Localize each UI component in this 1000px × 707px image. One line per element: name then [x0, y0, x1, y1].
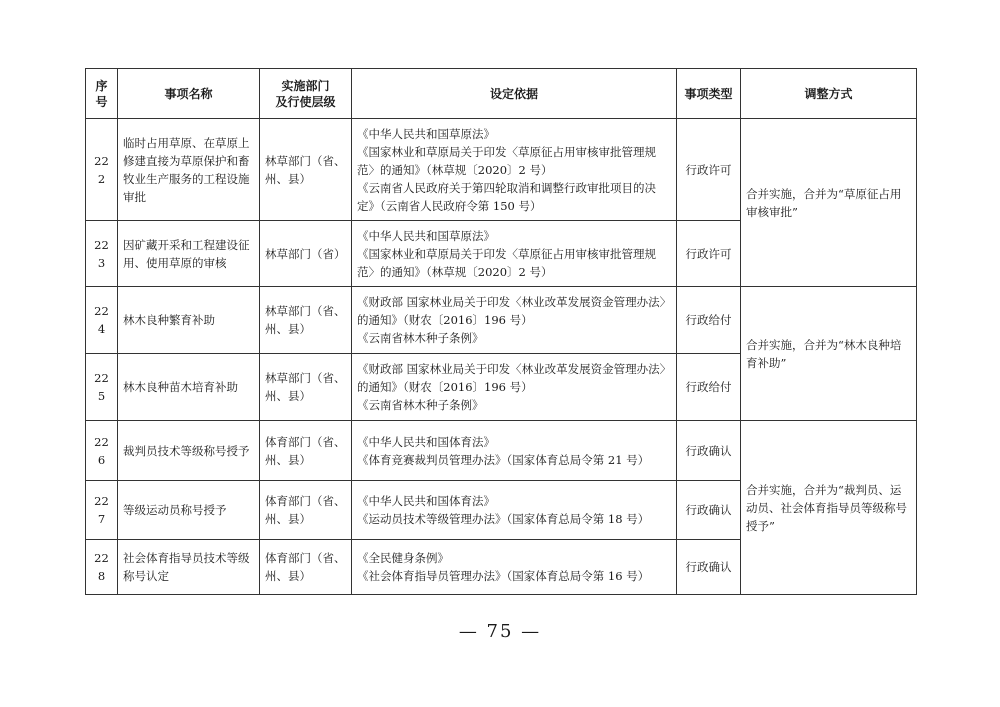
- row-dept: 体育部门（省、州、县）: [260, 421, 352, 481]
- header-name: 事项名称: [118, 69, 260, 119]
- row-name: 因矿藏开采和工程建设征用、使用草原的审核: [118, 221, 260, 287]
- table-row: [86, 421, 917, 481]
- row-no: 224: [86, 287, 118, 354]
- row-no: 223: [86, 221, 118, 287]
- row-dept: 林草部门（省、州、县）: [260, 119, 352, 221]
- row-basis: 《全民健身条例》 《社会体育指导员管理办法》（国家体育总局令第 16 号）: [352, 540, 677, 595]
- row-type: 行政确认: [677, 540, 741, 595]
- row-basis: 《财政部 国家林业局关于印发〈林业改革发展资金管理办法〉的通知》（财农〔2016〕196 号） 《云南省林木种子条例》: [352, 354, 677, 421]
- row-method: 合并实施，合并为“林木良种培育补助”: [741, 287, 917, 421]
- row-method: 合并实施，合并为“草原征占用审核审批”: [741, 119, 917, 287]
- row-dept: 体育部门（省、州、县）: [260, 540, 352, 595]
- row-no: 228: [86, 540, 118, 595]
- row-no: 225: [86, 354, 118, 421]
- row-dept: 林草部门（省、州、县）: [260, 287, 352, 354]
- row-name: 林木良种繁育补助: [118, 287, 260, 354]
- row-type: 行政确认: [677, 421, 741, 481]
- header-row: [86, 69, 917, 119]
- row-type: 行政确认: [677, 481, 741, 540]
- row-name: 社会体育指导员技术等级称号认定: [118, 540, 260, 595]
- row-name: 临时占用草原、在草原上修建直接为草原保护和畜牧业生产服务的工程设施审批: [118, 119, 260, 221]
- row-type: 行政许可: [677, 119, 741, 221]
- header-dept: 实施部门 及行使层级: [260, 69, 352, 119]
- row-type: 行政给付: [677, 287, 741, 354]
- header-basis: 设定依据: [352, 69, 677, 119]
- row-name: 等级运动员称号授予: [118, 481, 260, 540]
- page-number: — 75 —: [458, 621, 542, 642]
- row-basis: 《中华人民共和国草原法》 《国家林业和草原局关于印发〈草原征占用审核审批管理规范〉的通知》（林草规〔2020〕2 号）: [352, 221, 677, 287]
- row-dept: 林草部门（省、州、县）: [260, 354, 352, 421]
- row-dept: 体育部门（省、州、县）: [260, 481, 352, 540]
- row-no: 222: [86, 119, 118, 221]
- table-row: [86, 287, 917, 354]
- items-table: [85, 68, 917, 595]
- row-no: 227: [86, 481, 118, 540]
- row-no: 226: [86, 421, 118, 481]
- header-type: 事项类型: [677, 69, 741, 119]
- row-dept: 林草部门（省）: [260, 221, 352, 287]
- row-method: 合并实施，合并为“裁判员、运动员、社会体育指导员等级称号授予”: [741, 421, 917, 595]
- row-type: 行政许可: [677, 221, 741, 287]
- row-name: 裁判员技术等级称号授予: [118, 421, 260, 481]
- row-basis: 《中华人民共和国体育法》 《体育竞赛裁判员管理办法》（国家体育总局令第 21 号）: [352, 421, 677, 481]
- header-method: 调整方式: [741, 69, 917, 119]
- row-basis: 《财政部 国家林业局关于印发〈林业改革发展资金管理办法〉的通知》（财农〔2016〕196 号） 《云南省林木种子条例》: [352, 287, 677, 354]
- row-type: 行政给付: [677, 354, 741, 421]
- row-basis: 《中华人民共和国体育法》 《运动员技术等级管理办法》（国家体育总局令第 18 号）: [352, 481, 677, 540]
- table-row: [86, 119, 917, 221]
- header-no: 序号: [86, 69, 118, 119]
- row-name: 林木良种苗木培育补助: [118, 354, 260, 421]
- row-basis: 《中华人民共和国草原法》 《国家林业和草原局关于印发〈草原征占用审核审批管理规范〉的通知》（林草规〔2020〕2 号） 《云南省人民政府关于第四轮取消和调整行政审批项目的决定》（云南省人民政府令第 150 号）: [352, 119, 677, 221]
